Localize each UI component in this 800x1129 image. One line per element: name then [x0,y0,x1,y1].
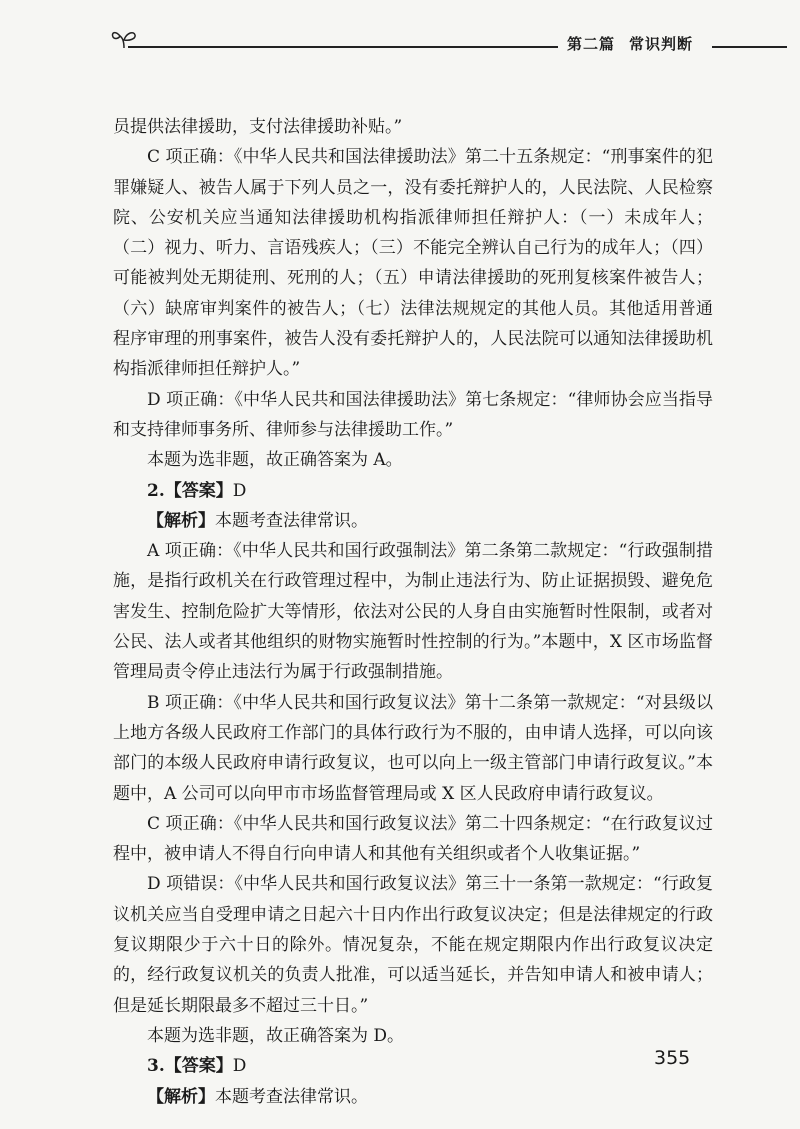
page-header [0,0,800,80]
part-label: 第二篇 [567,35,616,53]
paragraph: 员提供法律援助，支付法律援助补贴。” [113,117,403,137]
answer-line [113,1051,713,1081]
header-section-title [567,33,693,54]
question-number: 3. [147,1056,165,1077]
answer-value: D [232,480,247,501]
analysis-line [113,1082,713,1112]
paragraph: A 项正确：《中华人民共和国行政强制法》第二条第二款规定：“行政强制措施，是指行政机关在行政管理过程中，为制止违法行为、防止证据损毁、避免危害发生、控制危险扩大等情形，依法对公民的人身自由实施暂时性限制，或者对公民、法人或者其他组织的财物实施暂时性控制的行为。”本题中，X 区市场监督管理局责令停止违法行为属于行政强制措施。 [113,541,713,683]
answer-tag: 【答案】 [164,1056,233,1077]
analysis-text: 本题考查法律常识。 [215,1086,368,1107]
analysis-tag: 【解析】 [147,1086,215,1107]
analysis-line [113,506,713,536]
paragraph: B 项正确：《中华人民共和国行政复议法》第十二条第一款规定：“对县级以上地方各级人民政府工作部门的具体行政行为不服的，由申请人选择，可以向该部门的本级人民政府申请行政复议，也可以向上一级主管部门申请行政复议。”本题中，A 公司可以向甲市市场监督管理局或 X 区人民政府申请行政复议。 [113,692,713,804]
section-label: 常识判断 [629,35,694,53]
analysis-tag: 【解析】 [147,510,215,531]
paragraph: 本题为选非题，故正确答案为 D。 [147,1025,405,1046]
page-body [113,112,713,1112]
header-rule-right [712,46,787,48]
paragraph: C 项正确：《中华人民共和国法律援助法》第二十五条规定：“刑事案件的犯罪嫌疑人、被告人属于下列人员之一，没有委托辩护人的，人民法院、人民检察院、公安机关应当通知法律援助机构指派律师担任辩护人：（一）未成年人；（二）视力、听力、言语残疾人；（三）不能完全辨认自己行为的成年人；（四）可能被判处无期徒刑、死刑的人；（五）申请法律援助的死刑复核案件被告人；（六）缺席审判案件的被告人；（七）法律法规规定的其他人员。其他适用普通程序审理的刑事案件，被告人没有委托辩护人的，人民法院可以通知法律援助机构指派律师担任辩护人。” [113,147,713,380]
answer-line [113,476,713,506]
answer-tag: 【答案】 [164,480,233,501]
analysis-text: 本题考查法律常识。 [215,510,368,531]
answer-value: D [232,1056,247,1077]
paragraph: D 项正确：《中华人民共和国法律援助法》第七条规定：“律师协会应当指导和支持律师事务所、律师参与法律援助工作。” [113,389,713,440]
header-rule-left [128,46,558,48]
page-number: 355 [654,1047,691,1069]
paragraph: C 项正确：《中华人民共和国行政复议法》第二十四条规定：“在行政复议过程中，被申请人不得自行向申请人和其他有关组织或者个人收集证据。” [113,813,713,865]
paragraph: 本题为选非题，故正确答案为 A。 [147,450,403,471]
paragraph: D 项错误：《中华人民共和国行政复议法》第三十一条第一款规定：“行政复议机关应当自受理申请之日起六十日内作出行政复议决定；但是法律规定的行政复议期限少于六十日的除外。情况复杂，不能在规定期限内作出行政复议决定的，经行政复议机关的负责人批准，可以适当延长，并告知申请人和被申请人；但是延长期限最多不超过三十日。” [113,874,713,1016]
question-number: 2. [147,480,165,501]
